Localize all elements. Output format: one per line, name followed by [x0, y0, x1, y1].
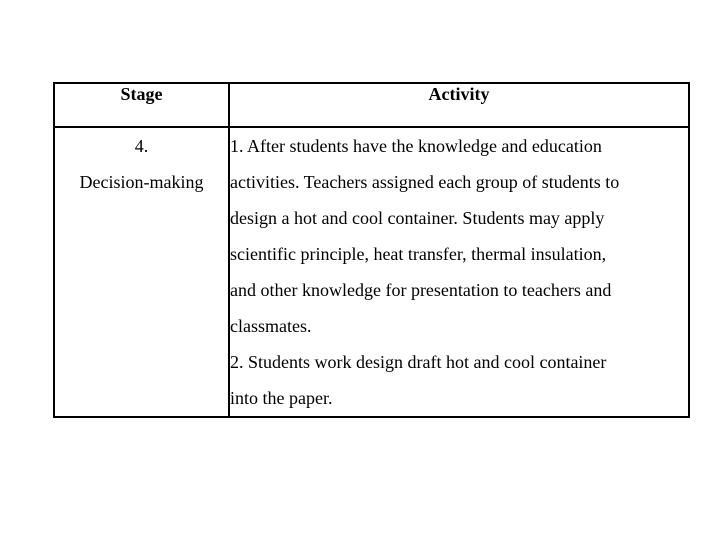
stage-number: 4.	[134, 136, 149, 156]
stage-cell	[54, 127, 229, 417]
activity-line: 1. After students have the knowledge and education	[230, 136, 602, 156]
activity-cell	[229, 127, 689, 417]
stage-name: Decision-making	[79, 172, 204, 192]
stage-activity-table	[53, 82, 690, 418]
activity-line: scientific principle, heat transfer, thermal insulation,	[230, 244, 607, 264]
header-stage: Stage	[54, 83, 229, 127]
activity-line: into the paper.	[230, 388, 333, 408]
table-row	[54, 127, 689, 417]
table-header-row	[54, 83, 689, 127]
activity-line: and other knowledge for presentation to teachers and	[230, 280, 612, 300]
activity-line: activities. Teachers assigned each group of students to	[230, 172, 620, 192]
activity-line: classmates.	[230, 316, 312, 336]
header-activity: Activity	[229, 83, 689, 127]
activity-line: design a hot and cool container. Students may apply	[230, 208, 605, 228]
activity-line: 2. Students work design draft hot and cool container	[230, 352, 607, 372]
